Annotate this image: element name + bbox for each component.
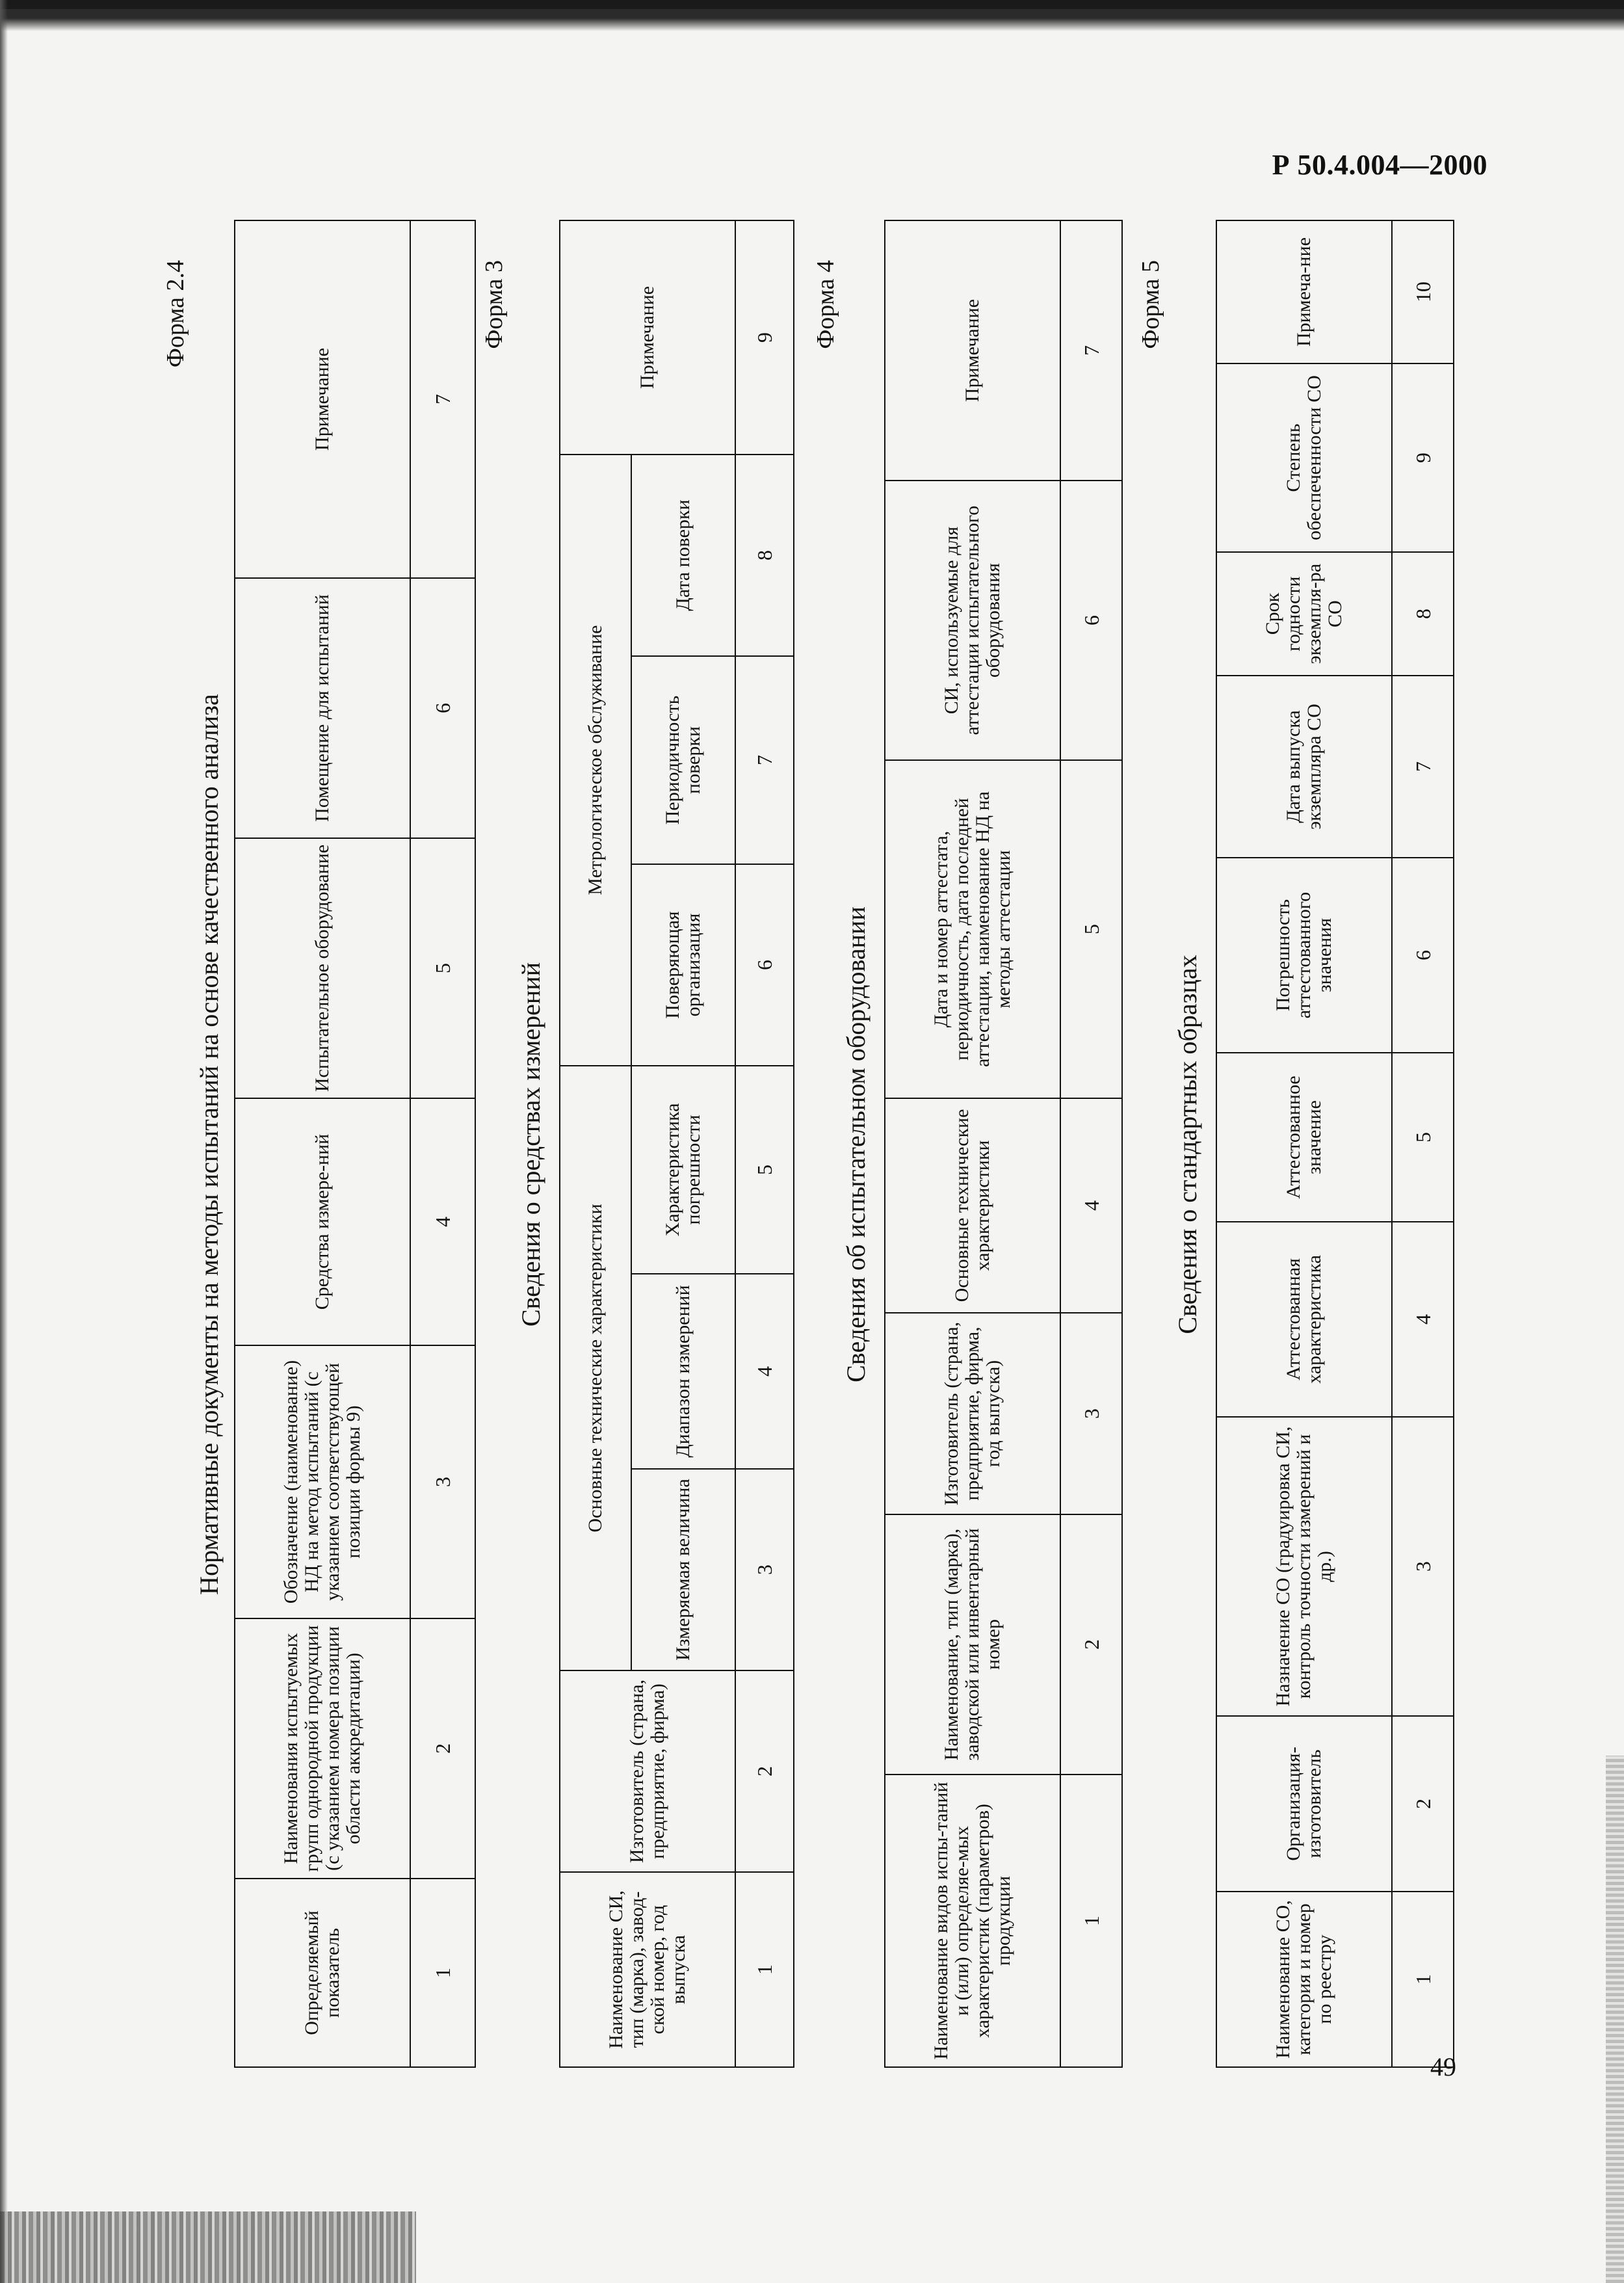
form-2-4-header-cell: Помещение для испытаний xyxy=(235,578,410,838)
form-3-column-number: 4 xyxy=(735,1274,794,1469)
form-3-column-number: 5 xyxy=(735,1066,794,1274)
form-3-column-number: 6 xyxy=(735,864,794,1066)
form-3-table xyxy=(559,220,794,2068)
form-2-4-column-number: 7 xyxy=(410,220,475,578)
form-3-header-cell: Примечание xyxy=(560,220,735,455)
form-2-4-column-number: 1 xyxy=(410,1879,475,2067)
form-2-4-table xyxy=(234,220,476,2068)
form-4-column-number: 4 xyxy=(1060,1098,1122,1313)
form-4-header-cell: Наименование видов испы-таний и (или) определяе-мых характеристик (параметров) продукции xyxy=(885,1775,1060,2067)
form-5-block xyxy=(1138,221,1469,2068)
form-3-header-cell: Поверяющая организация xyxy=(631,864,735,1066)
form-5-column-number: 1 xyxy=(1392,1892,1454,2067)
form-3-column-number: 8 xyxy=(735,455,794,656)
form-2-4-column-number: 5 xyxy=(410,838,475,1098)
form-3-header-cell: Диапазон измерений xyxy=(631,1274,735,1469)
form-4-column-number: 3 xyxy=(1060,1313,1122,1514)
form-2-4-header-cell: Испытательное оборудование xyxy=(235,838,410,1098)
form-5-column-number: 6 xyxy=(1392,858,1454,1053)
form-2-4-header-cell: Обозначение (наименование) НД на метод испытаний (с указанием соответствующей позиции формы 9) xyxy=(235,1345,410,1618)
form-2-4-header-cell: Примечание xyxy=(235,220,410,578)
form-4-column-number: 6 xyxy=(1060,481,1122,760)
form-4-block xyxy=(813,221,1138,2068)
form-2-4-header-cell: Определяемый показатель xyxy=(235,1879,410,2067)
form-5-column-number: 3 xyxy=(1392,1417,1454,1716)
form-5-header-cell: Срок годности экземпля-ра СО xyxy=(1216,552,1392,676)
form-4-header-cell: СИ, используемые для аттестации испытательного оборудования xyxy=(885,481,1060,760)
form-5-header-cell: Степень обеспеченности СО xyxy=(1216,363,1392,552)
form-3-header-cell: Периодичность поверки xyxy=(631,656,735,864)
form-2-4-block xyxy=(163,221,488,2068)
form-3-block xyxy=(481,221,806,2068)
form-4-header-cell: Наименование, тип (марка), заводской или инвентарный номер xyxy=(885,1514,1060,1775)
form-5-header-cell: Наименование СО, категория и номер по реестру xyxy=(1216,1892,1392,2067)
form-4-title: Сведения об испытательном оборудовании xyxy=(841,906,871,1382)
form-5-header-cell: Дата выпуска экземпляра СО xyxy=(1216,676,1392,858)
scan-bottom-edge xyxy=(0,2211,416,2283)
form-2-4-label: Форма 2.4 xyxy=(162,260,189,368)
form-5-column-number: 2 xyxy=(1392,1716,1454,1892)
form-5-header-cell: Погрешность аттестованного значения xyxy=(1216,858,1392,1053)
form-5-column-number: 4 xyxy=(1392,1222,1454,1417)
form-2-4-column-number: 2 xyxy=(410,1618,475,1879)
form-4-column-number: 7 xyxy=(1060,220,1122,481)
form-3-column-number: 2 xyxy=(735,1670,794,1872)
scan-left-edge xyxy=(0,0,8,2283)
form-5-column-number: 9 xyxy=(1392,363,1454,552)
form-3-header-cell: Изготовитель (страна, предприятие, фирма) xyxy=(560,1670,735,1872)
form-4-header-cell: Примечание xyxy=(885,220,1060,481)
form-2-4-title: Нормативные документы на методы испытаний на основе качественного анализа xyxy=(194,694,224,1595)
form-4-header-cell: Дата и номер аттестата, периодичность, дата последней аттестации, наименование НД на методы аттестации xyxy=(885,760,1060,1098)
form-2-4-column-number: 6 xyxy=(410,578,475,838)
form-3-title: Сведения о средствах измерений xyxy=(516,962,545,1327)
form-5-column-number: 8 xyxy=(1392,552,1454,676)
form-4-column-number: 1 xyxy=(1060,1775,1122,2067)
form-5-column-number: 10 xyxy=(1392,220,1454,363)
form-2-4-header-cell: Наименования испытуемых групп однородной продукции (с указанием номера позиции области аккредитации) xyxy=(235,1618,410,1879)
scan-right-edge xyxy=(1606,1756,1624,2283)
form-3-header-cell: Характеристика погрешности xyxy=(631,1066,735,1274)
form-4-label: Форма 4 xyxy=(812,260,839,349)
form-2-4-column-number: 4 xyxy=(410,1098,475,1345)
scan-top-edge xyxy=(0,0,1624,31)
form-3-label: Форма 3 xyxy=(480,260,508,349)
form-5-table xyxy=(1216,220,1454,2068)
form-5-header-cell: Организация-изготовитель xyxy=(1216,1716,1392,1892)
form-2-4-header-cell: Средства измере-ний xyxy=(235,1098,410,1345)
document-code: Р 50.4.004—2000 xyxy=(1272,149,1487,181)
form-3-header-cell: Измеряемая величина xyxy=(631,1469,735,1670)
form-5-title: Сведения о стандартных образцах xyxy=(1173,955,1202,1334)
form-4-column-number: 5 xyxy=(1060,760,1122,1098)
form-5-label: Форма 5 xyxy=(1137,260,1164,349)
rotated-page-content xyxy=(163,221,1469,2068)
form-3-header-cell: Дата поверки xyxy=(631,455,735,656)
form-4-header-cell: Изготовитель (страна, предприятие, фирма, год выпуска) xyxy=(885,1313,1060,1514)
form-5-header-cell: Аттестованное значение xyxy=(1216,1053,1392,1222)
page-number: 49 xyxy=(1430,2052,1456,2081)
form-5-header-cell: Аттестованная характеристика xyxy=(1216,1222,1392,1417)
form-3-group-header: Метрологическое обслуживание xyxy=(560,455,631,1066)
form-3-group-header: Основные технические характеристики xyxy=(560,1066,631,1670)
form-2-4-column-number: 3 xyxy=(410,1345,475,1618)
form-3-column-number: 3 xyxy=(735,1469,794,1670)
form-4-header-cell: Основные технические характеристики xyxy=(885,1098,1060,1313)
form-3-header-cell: Наименование СИ, тип (марка), завод-ской номер, год выпуска xyxy=(560,1872,735,2067)
form-5-column-number: 7 xyxy=(1392,676,1454,858)
form-3-column-number: 1 xyxy=(735,1872,794,2067)
form-3-column-number: 7 xyxy=(735,656,794,864)
form-3-column-number: 9 xyxy=(735,220,794,455)
form-4-table xyxy=(884,220,1123,2068)
form-5-column-number: 5 xyxy=(1392,1053,1454,1222)
form-5-header-cell: Примеча-ние xyxy=(1216,220,1392,363)
form-5-header-cell: Назначение СО (градуировка СИ, контроль точности измерений и др.) xyxy=(1216,1417,1392,1716)
form-4-column-number: 2 xyxy=(1060,1514,1122,1775)
